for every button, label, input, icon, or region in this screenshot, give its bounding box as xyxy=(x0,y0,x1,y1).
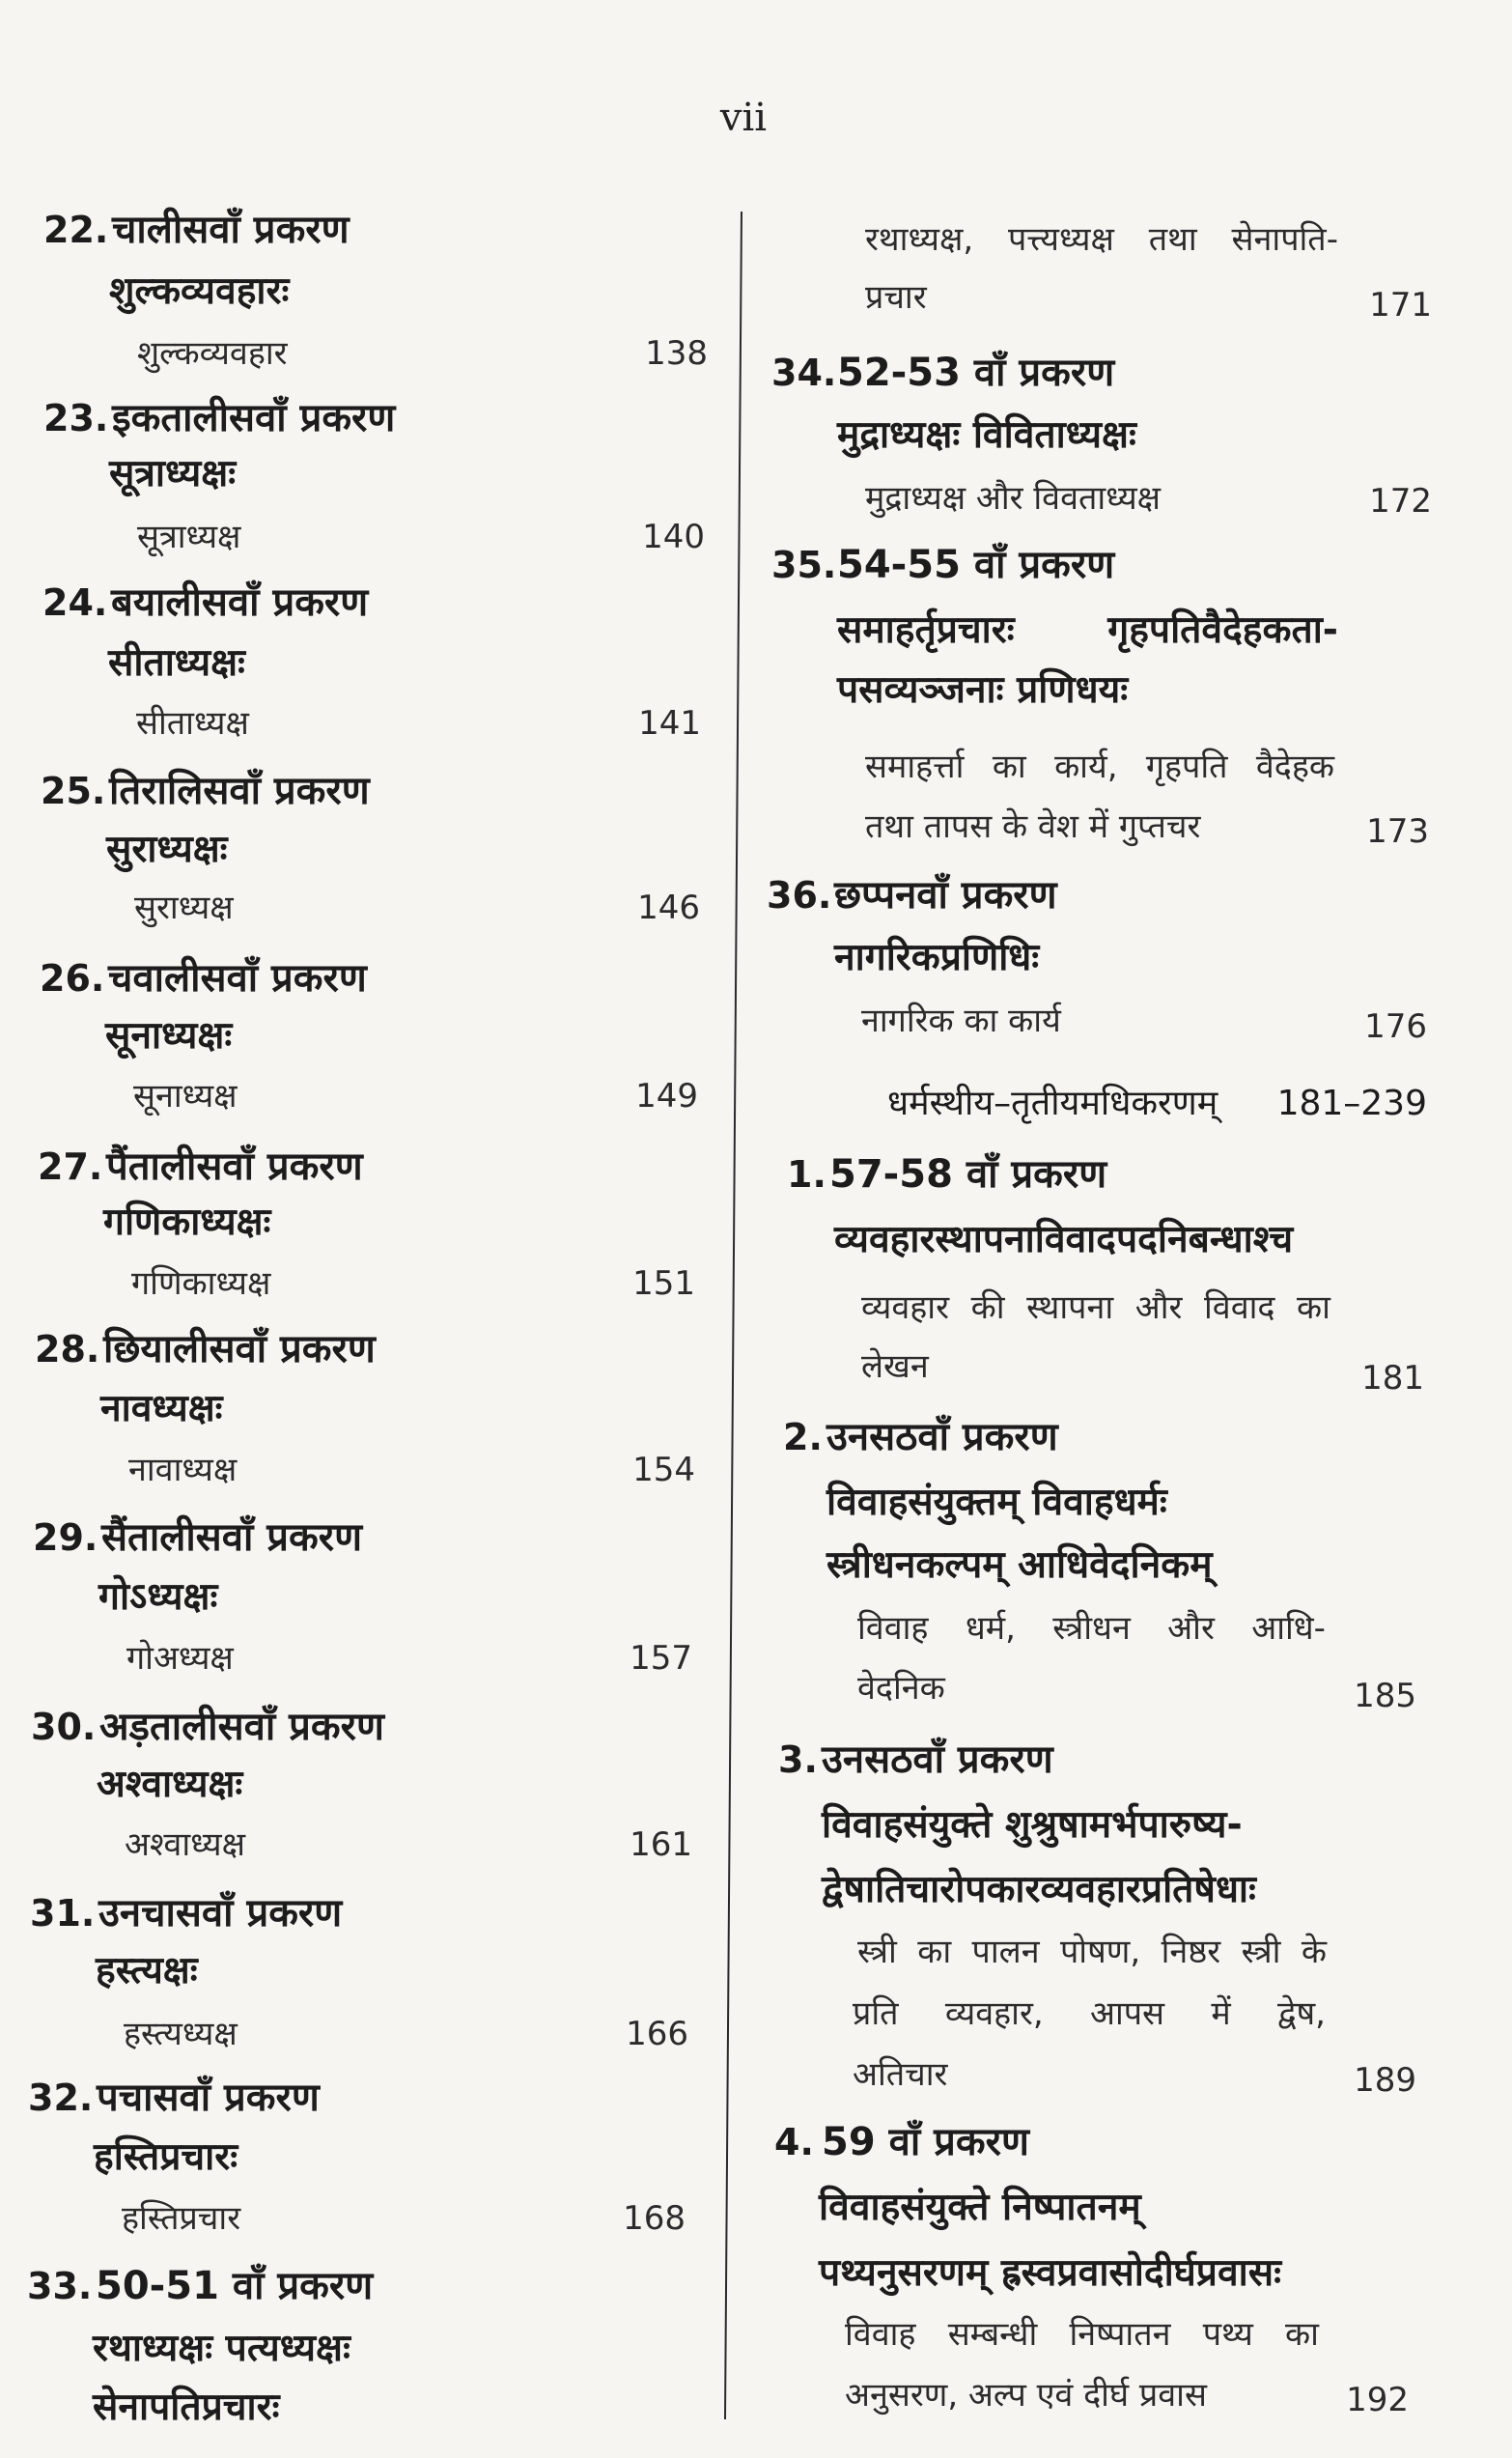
entry-description: नावाध्यक्ष xyxy=(128,1451,238,1489)
entry-description: सुराध्यक्ष xyxy=(134,889,234,927)
word: स्त्री xyxy=(857,1933,897,1971)
entry-title: छप्पनवाँ प्रकरण xyxy=(834,873,1057,918)
word: का xyxy=(917,1933,952,1971)
word: तथा xyxy=(1148,220,1197,259)
entry-subheading: द्वेषातिचारोपकारव्यवहारप्रतिषेधाः xyxy=(822,1868,1256,1911)
entry-number: 32. xyxy=(28,2077,94,2119)
entry-title: उनचासवाँ प्रकरण xyxy=(98,1891,343,1935)
entry-title: चालीसवाँ प्रकरण xyxy=(112,208,350,252)
entry-description xyxy=(865,738,1334,796)
word: और xyxy=(1167,1609,1215,1648)
word: व्यवहार xyxy=(861,1288,950,1327)
word: धर्म, xyxy=(965,1609,1016,1648)
entry-page-number: 138 xyxy=(645,334,708,373)
entry-description: मुद्राध्यक्ष और विवताध्यक्ष xyxy=(865,479,1162,518)
entry-subheading: रथाध्यक्षः पत्यध्यक्षः xyxy=(93,2327,350,2370)
entry-description xyxy=(861,1279,1330,1337)
entry-description: अश्वाध्यक्ष xyxy=(125,1825,246,1864)
word: विवाह xyxy=(857,1609,929,1648)
entry-subheading: हस्तिप्रचारः xyxy=(94,2135,238,2179)
entry-description: लेखन xyxy=(861,1347,929,1386)
entry-title: उनसठवाँ प्रकरण xyxy=(826,1415,1058,1459)
entry-title: 57-58 वाँ प्रकरण xyxy=(829,1152,1107,1197)
entry-page-number: 146 xyxy=(637,889,700,927)
entry-subheading: नावध्यक्षः xyxy=(100,1387,223,1430)
entry-number: 25. xyxy=(41,770,106,812)
entry-subheading: विवाहसंयुक्ते निष्पातनम् xyxy=(819,2186,1141,2229)
entry-description: गणिकाध्यक्ष xyxy=(131,1264,271,1303)
word: गृहपतिवैदेहकता- xyxy=(1107,608,1338,652)
word: समाहर्तृप्रचारः xyxy=(837,608,1015,652)
word: का xyxy=(992,748,1026,786)
entry-page-number: 140 xyxy=(642,518,705,556)
entry-title: चवालीसवाँ प्रकरण xyxy=(108,956,367,1001)
entry-subheading: सूत्राध्यक्षः xyxy=(109,452,237,495)
entry-description: प्रचार xyxy=(865,278,927,317)
entry-page-number: 157 xyxy=(630,1639,692,1678)
word: पालन xyxy=(971,1933,1040,1971)
section-page-range: 181–239 xyxy=(1276,1084,1427,1123)
entry-description: सूत्राध्यक्ष xyxy=(137,518,241,556)
entry-subheading: सूनाध्यक्षः xyxy=(105,1014,233,1058)
word: निष्पातन xyxy=(1069,2315,1171,2354)
word: पोषण, xyxy=(1060,1933,1141,1971)
entry-number: 22. xyxy=(43,209,109,251)
entry-description: हस्तिप्रचार xyxy=(122,2199,241,2238)
word: प्रति xyxy=(853,1994,899,2033)
entry-title: 50-51 वाँ प्रकरण xyxy=(96,2264,374,2308)
entry-number: 27. xyxy=(38,1145,103,1188)
entry-title: छियालीसवाँ प्रकरण xyxy=(103,1327,376,1371)
entry-subheading: हस्त्यक्षः xyxy=(96,1949,198,1992)
word: वैदेहक xyxy=(1255,748,1334,786)
entry-title: इकतालीसवाँ प्रकरण xyxy=(112,396,396,440)
entry-page-number: 154 xyxy=(632,1451,695,1489)
entry-page-number: 173 xyxy=(1366,812,1429,851)
entry-description: हस्त्यध्यक्ष xyxy=(124,2015,238,2053)
entry-description: सीताध्यक्ष xyxy=(136,704,249,743)
entry-description: नागरिक का कार्य xyxy=(861,1002,1061,1040)
word: का xyxy=(1285,2315,1319,2354)
entry-page-number: 192 xyxy=(1346,2381,1409,2419)
entry-description xyxy=(853,1985,1326,2043)
entry-subheading: पथ्यनुसरणम् ह्रस्वप्रवासोदीर्घप्रवासः xyxy=(819,2251,1281,2295)
entry-number: 31. xyxy=(30,1892,96,1935)
entry-page-number: 171 xyxy=(1369,286,1432,325)
entry-number: 29. xyxy=(33,1516,98,1559)
entry-subheading: विवाहसंयुक्तम् विवाहधर्मः xyxy=(826,1481,1167,1524)
entry-subheading: सुराध्यक्षः xyxy=(106,828,228,871)
entry-description xyxy=(857,1599,1326,1657)
entry-title: पचासवाँ प्रकरण xyxy=(97,2076,320,2120)
entry-subheading: सीताध्यक्षः xyxy=(108,641,245,685)
entry-title: बयालीसवाँ प्रकरण xyxy=(111,580,369,625)
entry-page-number: 166 xyxy=(626,2015,688,2053)
word: समाहर्त्ता xyxy=(865,748,965,786)
word: का xyxy=(1297,1288,1330,1327)
entry-page-number: 172 xyxy=(1369,482,1432,521)
entry-number: 30. xyxy=(31,1706,97,1748)
entry-subheading: गोऽध्यक्षः xyxy=(98,1575,218,1619)
entry-number: 4. xyxy=(774,2121,814,2163)
entry-page-number: 189 xyxy=(1354,2061,1416,2100)
word: स्थापना xyxy=(1026,1288,1114,1327)
word: आपस xyxy=(1089,1994,1165,2033)
entry-title: सैंतालीसवाँ प्रकरण xyxy=(101,1515,363,1560)
entry-title: पैंतालीसवाँ प्रकरण xyxy=(106,1144,363,1189)
entry-subheading: मुद्राध्यक्षः विविताध्यक्षः xyxy=(837,413,1136,457)
word: पथ्य xyxy=(1202,2315,1253,2354)
word: व्यवहार, xyxy=(944,1994,1044,2033)
entry-page-number: 161 xyxy=(630,1825,692,1864)
entry-subheading xyxy=(837,602,1338,660)
entry-page-number: 185 xyxy=(1354,1677,1416,1715)
word: रथाध्यक्ष, xyxy=(865,220,974,259)
entry-description xyxy=(857,1923,1327,1981)
entry-title: तिरालिसवाँ प्रकरण xyxy=(109,769,370,813)
entry-description: अतिचार xyxy=(853,2055,948,2094)
entry-title: 52-53 वाँ प्रकरण xyxy=(837,351,1115,395)
entry-number: 23. xyxy=(43,397,109,439)
word: पत्त्यध्यक्ष xyxy=(1008,220,1114,259)
entry-number: 1. xyxy=(787,1153,826,1196)
entry-description xyxy=(845,2305,1319,2363)
word: की xyxy=(970,1288,1005,1327)
entry-number: 35. xyxy=(771,544,837,586)
entry-description: शुल्कव्यवहार xyxy=(137,334,288,373)
entry-description: अनुसरण, अल्प एवं दीर्घ प्रवास xyxy=(845,2376,1207,2415)
word: सम्बन्धी xyxy=(947,2315,1038,2354)
entry-number: 34. xyxy=(771,352,837,394)
word: स्त्रीधन xyxy=(1052,1609,1131,1648)
entry-title: 54-55 वाँ प्रकरण xyxy=(837,543,1115,587)
entry-description: वेदनिक xyxy=(857,1669,945,1708)
entry-subheading: पसव्यञ्जनाः प्रणिधयः xyxy=(837,668,1129,712)
page-number: vii xyxy=(719,96,768,140)
entry-subheading: व्यवहारस्थापनाविवादपदनिबन्धाश्च xyxy=(834,1218,1294,1261)
entry-title: अड़तालीसवाँ प्रकरण xyxy=(99,1705,384,1749)
word: निष्ठर xyxy=(1161,1933,1221,1971)
entry-page-number: 151 xyxy=(632,1264,695,1303)
entry-description: सूनाध्यक्ष xyxy=(133,1077,238,1116)
word: स्त्री xyxy=(1241,1933,1281,1971)
word: द्वेष, xyxy=(1276,1994,1326,2033)
entry-subheading: नागरिकप्रणिधिः xyxy=(834,936,1040,979)
word: विवाद xyxy=(1203,1288,1275,1327)
entry-page-number: 149 xyxy=(635,1077,698,1116)
entry-description: गोअध्यक्ष xyxy=(126,1639,234,1678)
entry-page-number: 176 xyxy=(1364,1007,1427,1046)
entry-subheading: अश्वाध्यक्षः xyxy=(97,1763,243,1806)
entry-subheading: स्त्रीधनकल्पम् आधिवेदनिकम् xyxy=(826,1543,1213,1587)
word: आधि- xyxy=(1251,1609,1326,1648)
word: और xyxy=(1134,1288,1183,1327)
entry-subheading: सेनापतिप्रचारः xyxy=(93,2386,280,2429)
entry-subheading: शुल्कव्यवहारः xyxy=(109,269,290,313)
entry-number: 26. xyxy=(40,957,105,1000)
word: विवाह xyxy=(845,2315,916,2354)
word: कार्य, xyxy=(1054,748,1118,786)
entry-number: 36. xyxy=(767,874,832,917)
word: में xyxy=(1211,1994,1231,2033)
entry-number: 2. xyxy=(783,1416,823,1458)
section-title: धर्मस्थीय–तृतीयमधिकरणम् xyxy=(887,1084,1218,1123)
entry-description xyxy=(865,211,1338,268)
entry-title: उनसठवाँ प्रकरण xyxy=(822,1738,1053,1782)
entry-number: 3. xyxy=(778,1738,818,1781)
entry-description: तथा तापस के वेश में गुप्तचर xyxy=(865,807,1201,846)
entry-subheading: विवाहसंयुक्ते शुश्रुषामर्भपारुष्य- xyxy=(822,1803,1243,1847)
entry-page-number: 181 xyxy=(1361,1359,1424,1398)
entry-page-number: 141 xyxy=(638,704,701,743)
word: के xyxy=(1301,1933,1327,1971)
entry-subheading: गणिकाध्यक्षः xyxy=(103,1201,271,1244)
entry-number: 28. xyxy=(35,1328,100,1370)
word: गृहपति xyxy=(1145,748,1228,786)
entry-number: 24. xyxy=(42,581,108,624)
entry-page-number: 168 xyxy=(623,2199,686,2238)
entry-title: 59 वाँ प्रकरण xyxy=(822,2120,1029,2164)
word: सेनापति- xyxy=(1231,220,1338,259)
entry-number: 33. xyxy=(27,2265,93,2307)
